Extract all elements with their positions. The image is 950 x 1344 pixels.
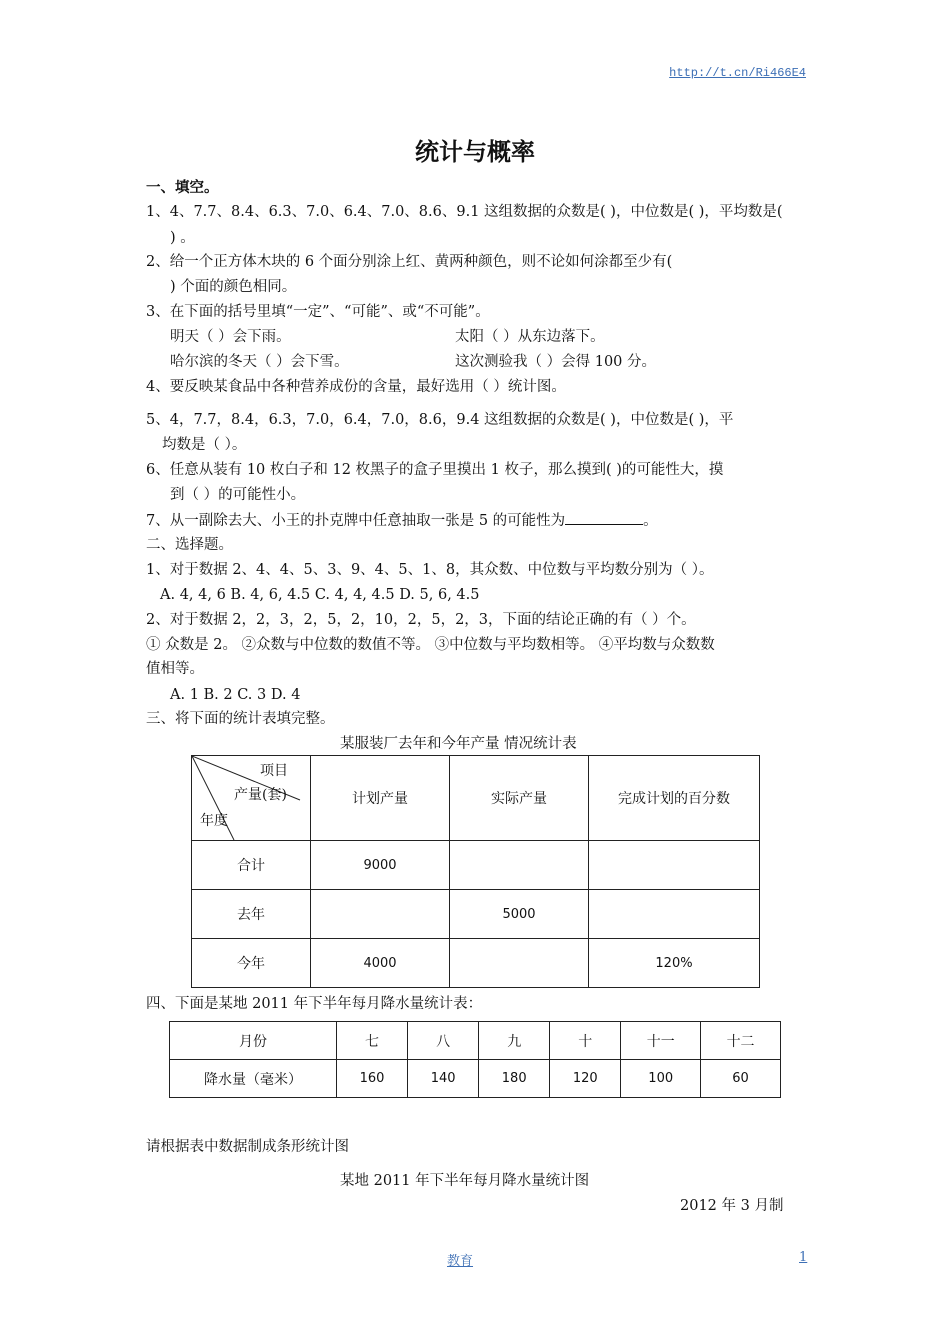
month-cell: 九: [479, 1022, 550, 1060]
table-cell[interactable]: [450, 841, 589, 890]
section2-heading: 二、选择题。: [146, 537, 233, 553]
row-label: 去年: [192, 890, 311, 939]
page-title: 统计与概率: [415, 138, 535, 166]
q3-line1: 3、在下面的括号里填“一定”、“可能”、或“不可能”。: [146, 304, 490, 320]
q7-end: 。: [643, 513, 658, 529]
rainfall-value: 180: [479, 1060, 550, 1098]
production-table: [191, 755, 760, 988]
month-cell: 十二: [701, 1022, 781, 1060]
page-number: 1: [799, 1250, 808, 1265]
table-cell[interactable]: 120%: [589, 939, 760, 988]
table-row: [192, 939, 760, 988]
month-cell: 十一: [621, 1022, 701, 1060]
table-row: [192, 890, 760, 939]
rainfall-value: 100: [621, 1060, 701, 1098]
q5-line2: 均数是（ ）。: [162, 437, 247, 453]
footer-center-link[interactable]: 教育: [447, 1254, 474, 1269]
table-cell[interactable]: [589, 841, 760, 890]
q3-b: 太阳（ ）从东边落下。: [455, 329, 605, 345]
table-row: [170, 1060, 781, 1098]
table-row: [192, 841, 760, 890]
chart-instruction: 请根据表中数据制成条形统计图: [146, 1139, 349, 1155]
s2-q2-stmt-line1: ① 众数是 2。 ②众数与中位数的数值不等。 ③中位数与平均数相等。 ④平均数与众数数: [146, 637, 715, 653]
column-header: 实际产量: [450, 756, 589, 841]
s2-q2: 2、对于数据 2，2，3，2，5，2，10，2，5，2，3，下面的结论正确的有（ ）个。: [146, 612, 696, 628]
q3-a: 明天（ ）会下雨。: [170, 329, 291, 345]
column-header: 完成计划的百分数: [589, 756, 760, 841]
header-link[interactable]: http://t.cn/Ri466E4: [669, 66, 806, 80]
corner-year-label: 年度: [200, 813, 228, 829]
chart-title: 某地 2011 年下半年每月降水量统计图: [340, 1173, 590, 1189]
q1-line1: 1、4、7.7、8.4、6.3、7.0、6.4、7.0、8.6、9.1 这组数据的众数是( )，中位数是( )，平均数是(: [146, 204, 783, 220]
column-header: 计划产量: [311, 756, 450, 841]
section1-heading: 一、填空。: [146, 180, 219, 196]
section3-heading: 三、将下面的统计表填完整。: [146, 711, 335, 727]
corner-output-label: 产量(套): [234, 787, 287, 803]
q5-line1: 5、4，7.7，8.4，6.3，7.0，6.4，7.0，8.6，9.4 这组数据的众数是( )，中位数是( )，平: [146, 412, 734, 428]
q7-answer-blank[interactable]: [565, 510, 643, 525]
q6-line1: 6、任意从装有 10 枚白子和 12 枚黑子的盒子里摸出 1 枚子，那么摸到( )的可能性大，摸: [146, 462, 724, 478]
s2-q1: 1、对于数据 2、4、4、5、3、9、4、5、1、8，其众数、中位数与平均数分别为（ ）。: [146, 562, 714, 578]
corner-header-cell: [192, 756, 311, 841]
table-cell[interactable]: [311, 890, 450, 939]
q3-c: 哈尔滨的冬天（ ）会下雪。: [170, 354, 349, 370]
table-cell[interactable]: [589, 890, 760, 939]
s2-q2-stmt-line2: 值相等。: [146, 661, 204, 677]
table-cell[interactable]: 9000: [311, 841, 450, 890]
q7: [146, 510, 658, 531]
table-caption: 某服装厂去年和今年产量 情况统计表: [340, 736, 577, 752]
section4-heading: 四、下面是某地 2011 年下半年每月降水量统计表：: [146, 996, 483, 1012]
table-cell[interactable]: [450, 939, 589, 988]
rainfall-label: 降水量（毫米）: [170, 1060, 337, 1098]
q3-d: 这次测验我（ ）会得 100 分。: [455, 354, 657, 370]
rainfall-table: [169, 1021, 781, 1098]
q1-line2: ) 。: [170, 230, 195, 246]
table-row: [170, 1022, 781, 1060]
month-cell: 七: [337, 1022, 408, 1060]
q7-text: 7、从一副除去大、小王的扑克牌中任意抽取一张是 5 的可能性为: [146, 513, 566, 529]
months-header: 月份: [170, 1022, 337, 1060]
row-label: 今年: [192, 939, 311, 988]
table-cell[interactable]: 5000: [450, 890, 589, 939]
q6-line2: 到（ ）的可能性小。: [170, 487, 306, 503]
s2-q2-options: A. 1 B. 2 C. 3 D. 4: [170, 687, 301, 703]
rainfall-value: 140: [408, 1060, 479, 1098]
month-cell: 八: [408, 1022, 479, 1060]
q2-line2: ) 个面的颜色相同。: [170, 279, 297, 295]
q4: 4、要反映某食品中各种营养成份的含量，最好选用（ ）统计图。: [146, 379, 566, 395]
rainfall-value: 60: [701, 1060, 781, 1098]
corner-item-label: 项目: [260, 763, 288, 779]
row-label: 合计: [192, 841, 311, 890]
month-cell: 十: [550, 1022, 621, 1060]
rainfall-value: 160: [337, 1060, 408, 1098]
q2-line1: 2、给一个正方体木块的 6 个面分别涂上红、黄两种颜色，则不论如何涂都至少有(: [146, 254, 673, 270]
rainfall-value: 120: [550, 1060, 621, 1098]
chart-date: 2012 年 3 月制: [680, 1198, 784, 1214]
s2-q1-options: A. 4, 4, 6 B. 4, 6, 4.5 C. 4, 4, 4.5 D. 5, 6, 4.5: [160, 587, 480, 603]
table-cell[interactable]: 4000: [311, 939, 450, 988]
